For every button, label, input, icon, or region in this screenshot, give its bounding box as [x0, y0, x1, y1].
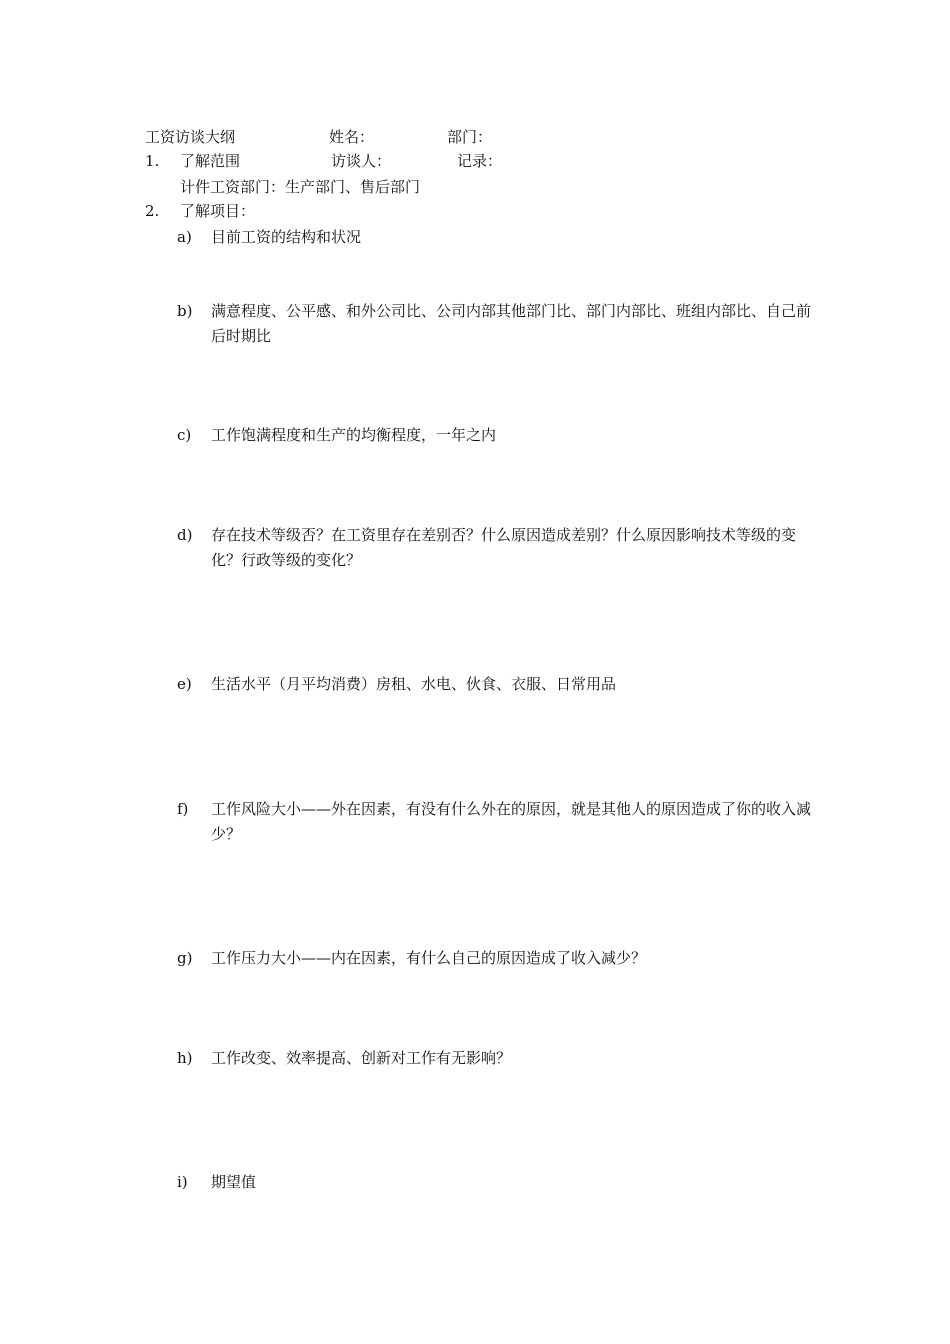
record-label: 记录： [457, 152, 503, 170]
document-title: 工资访谈大纲 [145, 128, 236, 146]
item-c-letter: c) [177, 426, 192, 444]
section-1-detail: 计件工资部门：生产部门、售后部门 [180, 178, 421, 196]
department-label: 部门： [447, 128, 493, 146]
item-a-text: 目前工资的结构和状况 [211, 228, 362, 246]
item-c-text: 工作饱满程度和生产的均衡程度，一年之内 [211, 426, 497, 444]
item-h-letter: h) [177, 1049, 193, 1067]
section-2-title: 了解项目： [180, 202, 256, 220]
name-label: 姓名： [329, 128, 375, 146]
item-d-text: 存在技术等级否？在工资里存在差别否？什么原因造成差别？什么原因影响技术等级的变化？行政等级的变化？ [211, 526, 797, 569]
item-i-letter: i) [177, 1173, 188, 1191]
item-d-letter: d) [177, 526, 193, 544]
item-b-text: 满意程度、公平感、和外公司比、公司内部其他部门比、部门内部比、班组内部比、自己前后时期比 [211, 302, 812, 345]
section-1-title: 了解范围 [180, 152, 241, 170]
interviewer-label: 访谈人： [331, 152, 392, 170]
item-f-text: 工作风险大小——外在因素，有没有什么外在的原因，就是其他人的原因造成了你的收入减少？ [211, 800, 812, 843]
section-1-number: 1. [145, 152, 160, 170]
item-b-letter: b) [177, 302, 193, 320]
section-2-number: 2. [145, 202, 160, 220]
item-h-text: 工作改变、效率提高、创新对工作有无影响？ [211, 1049, 512, 1067]
item-i-text: 期望值 [211, 1173, 257, 1191]
item-a-letter: a) [177, 228, 192, 246]
item-g-letter: g) [177, 949, 193, 967]
item-f-letter: f) [177, 800, 189, 818]
item-e-letter: e) [177, 675, 192, 693]
item-g-text: 工作压力大小——内在因素，有什么自己的原因造成了收入减少？ [211, 949, 647, 967]
item-e-text: 生活水平（月平均消费）房租、水电、伙食、衣服、日常用品 [211, 675, 617, 693]
